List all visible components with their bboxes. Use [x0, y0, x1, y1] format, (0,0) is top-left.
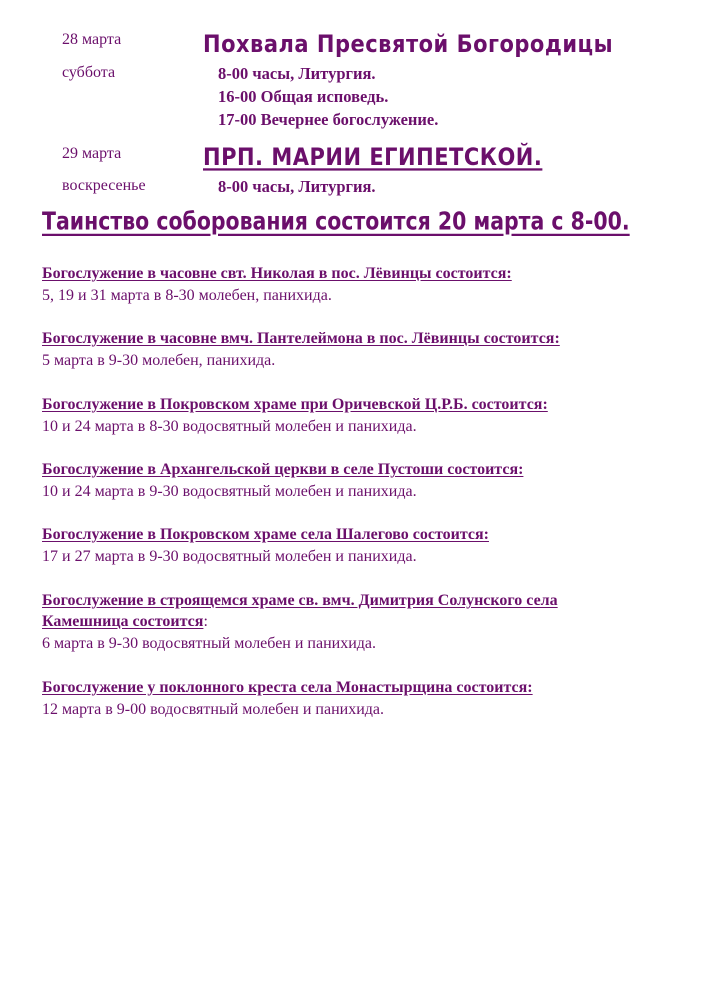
- section-detail: 17 и 27 марта в 9-30 водосвятный молебен и панихида.: [42, 548, 417, 565]
- date-28-march: 28 марта: [62, 31, 122, 48]
- section-title-line2: Камешница состоится: [42, 613, 204, 630]
- section-detail: 10 и 24 марта в 8-30 водосвятный молебен и панихида.: [42, 418, 417, 435]
- service-line: 8-00 часы, Литургия.: [218, 64, 376, 83]
- section-title: Богослужение у поклонного креста села Монастырщина состоится:: [42, 679, 533, 696]
- section-detail: 5, 19 и 31 марта в 8-30 молебен, панихида.: [42, 287, 332, 304]
- section-title: Богослужение в Покровском храме села Шалегово состоится:: [42, 526, 489, 543]
- section-title-continued: [42, 613, 208, 631]
- section-title: Богослужение в часовне свт. Николая в пос. Лёвинцы состоится:: [42, 265, 512, 282]
- section-title: Богослужение в строящемся храме св. вмч. Димитрия Солунского села: [42, 592, 558, 609]
- service-line: 16-00 Общая исповедь.: [218, 87, 389, 106]
- feast-title-maria-egyptian: ПРП. МАРИИ ЕГИПЕТСКОЙ.: [203, 143, 543, 171]
- unction-notice: Таинство соборования состоится 20 марта с 8-00.: [42, 208, 630, 236]
- section-detail: 12 марта в 9-00 водосвятный молебен и панихида.: [42, 701, 385, 718]
- date-29-march: 29 марта: [62, 145, 122, 162]
- section-detail: 10 и 24 марта в 9-30 водосвятный молебен и панихида.: [42, 483, 417, 500]
- feast-title-pokhvala: Похвала Пресвятой Богородицы: [203, 30, 614, 58]
- section-title: Богослужение в часовне вмч. Пантелеймона в пос. Лёвинцы состоится:: [42, 330, 560, 347]
- section-title: Богослужение в Покровском храме при Оричевской Ц.Р.Б. состоится:: [42, 396, 548, 413]
- section-detail: 6 марта в 9-30 водосвятный молебен и панихида.: [42, 635, 377, 652]
- weekday-saturday: суббота: [62, 64, 116, 81]
- service-line: 17-00 Вечернее богослужение.: [218, 110, 439, 129]
- section-title-colon: :: [203, 613, 208, 630]
- section-title: Богослужение в Архангельской церкви в селе Пустоши состоится:: [42, 461, 524, 478]
- weekday-sunday: воскресенье: [62, 177, 146, 194]
- section-detail: 5 марта в 9-30 молебен, панихида.: [42, 352, 276, 369]
- service-line: 8-00 часы, Литургия.: [218, 177, 376, 196]
